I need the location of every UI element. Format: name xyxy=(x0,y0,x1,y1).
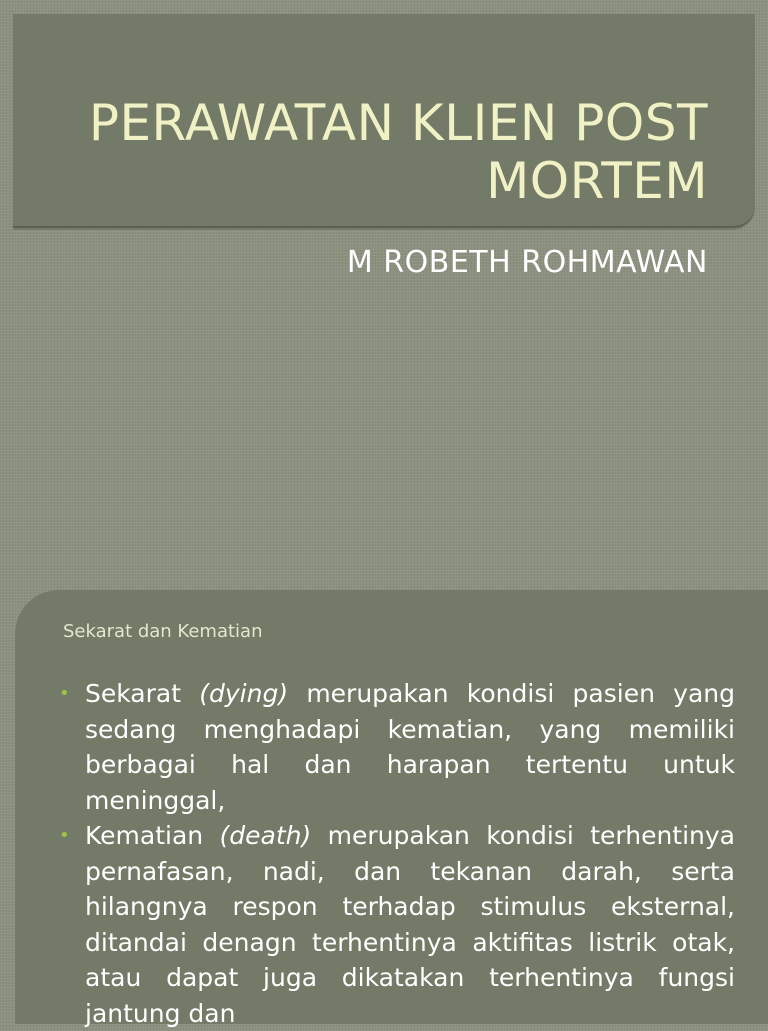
bullet-marker-icon: • xyxy=(59,683,70,704)
bullet-item-death xyxy=(59,818,735,1031)
section-header: Sekarat dan Kematian xyxy=(63,621,263,642)
bullet-text: merupakan kondisi pasien yang sedang menghadapi kematian, yang memiliki berbagai hal dan harapan tertentu untuk meninggal, xyxy=(85,679,735,815)
bullet-item-dying xyxy=(59,676,735,818)
bullet-lead: Kematian xyxy=(85,821,220,850)
slide-subtitle: M ROBETH ROHMAWAN xyxy=(346,245,708,280)
bullet-term: (death) xyxy=(219,821,312,850)
bullet-list xyxy=(59,676,735,1031)
bullet-marker-icon: • xyxy=(59,825,70,846)
bullet-term: (dying) xyxy=(199,679,289,708)
content-card xyxy=(15,590,768,1028)
slide-title: PERAWATAN KLIEN POST MORTEM xyxy=(88,94,708,210)
content-slide xyxy=(0,590,768,1028)
bullet-text: merupakan kondisi terhentinya pernafasan, nadi, dan tekanan darah, serta hilangnya respon terhadap stimulus eksternal, ditandai denagn terhentinya aktifitas listrik otak, atau dapat juga dikatakan terhentinya fungsi jantung dan xyxy=(85,821,735,1028)
bullet-lead: Sekarat xyxy=(85,679,200,708)
